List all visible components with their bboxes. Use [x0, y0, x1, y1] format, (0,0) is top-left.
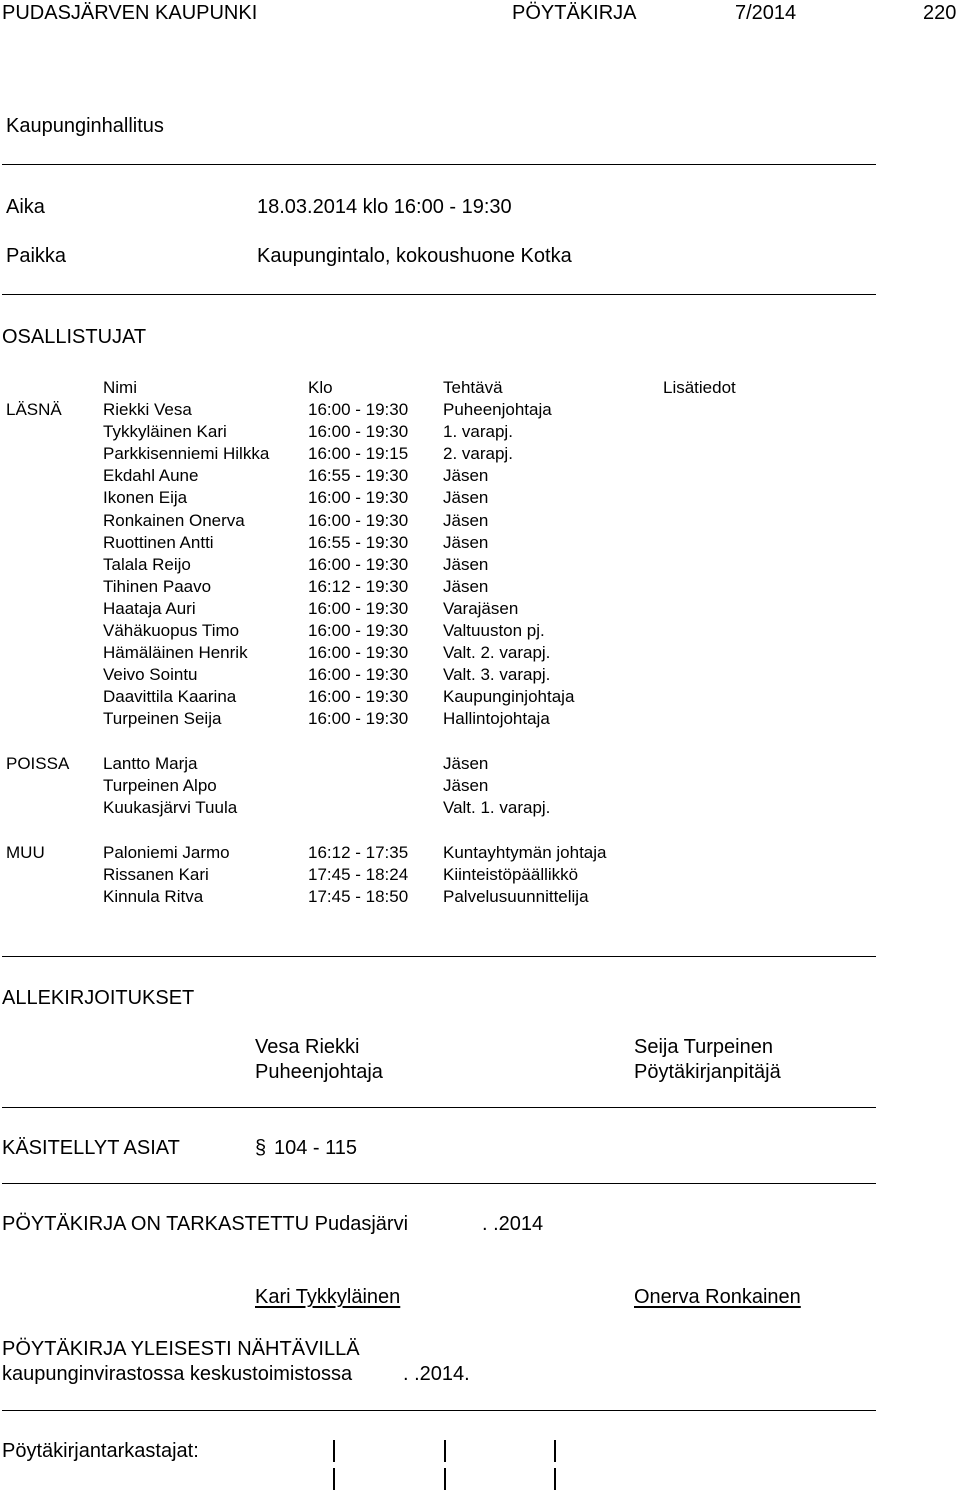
- participant-name: Turpeinen Seija: [103, 709, 222, 729]
- participant-role: Valt. 2. varapj.: [443, 643, 551, 663]
- participant-time: 17:45 - 18:50: [308, 887, 409, 907]
- section-sign: §: [255, 1137, 267, 1159]
- header-doc-type: PÖYTÄKIRJA: [512, 2, 637, 24]
- participant-role: Jäsen: [443, 510, 489, 530]
- participant-name: Lantto Marja: [103, 754, 198, 773]
- participant-name: Riekki Vesa: [103, 400, 192, 419]
- participant-time: 16:00 - 19:30: [308, 709, 409, 729]
- participant-time: 16:00 - 19:30: [308, 554, 409, 574]
- participant-name: Daavittila Kaarina: [103, 687, 237, 707]
- time-label: Aika: [6, 196, 45, 218]
- participant-role: Jäsen: [443, 754, 489, 773]
- secretary-name: Seija Turpeinen: [634, 1036, 773, 1058]
- participant-role: Jäsen: [443, 576, 489, 596]
- signature-mark: [554, 1468, 556, 1490]
- review-date: . .2014: [482, 1213, 544, 1235]
- display-date: . .2014.: [403, 1363, 470, 1385]
- participant-role: Jäsen: [443, 466, 489, 486]
- participants-heading: OSALLISTUJAT: [2, 326, 147, 348]
- absent-label: POISSA: [6, 754, 70, 773]
- secretary-title: Pöytäkirjanpitäjä: [634, 1061, 781, 1083]
- participant-role: Valt. 1. varapj.: [443, 798, 551, 818]
- participant-role: Palvelusuunnittelija: [443, 887, 589, 907]
- participant-role: Kuntayhtymän johtaja: [443, 843, 607, 862]
- participant-time: 16:00 - 19:30: [308, 400, 409, 419]
- participant-time: 16:00 - 19:30: [308, 621, 409, 640]
- participant-role: Jäsen: [443, 532, 489, 552]
- column-header-name: Nimi: [103, 378, 137, 397]
- participant-time: 16:55 - 19:30: [308, 532, 409, 552]
- present-label: LÄSNÄ: [6, 400, 62, 419]
- chair-name: Vesa Riekki: [255, 1036, 360, 1058]
- participant-role: 1. varapj.: [443, 422, 513, 442]
- reviewer-1-name: Kari Tykkyläinen: [255, 1286, 401, 1308]
- signatures-heading: ALLEKIRJOITUKSET: [2, 987, 195, 1009]
- participant-name: Tykkyläinen Kari: [103, 422, 227, 442]
- signature-mark: [444, 1440, 446, 1462]
- divider: [2, 1410, 876, 1411]
- participant-role: Hallintojohtaja: [443, 709, 550, 729]
- participant-name: Paloniemi Jarmo: [103, 843, 230, 862]
- participant-role: Puheenjohtaja: [443, 400, 552, 419]
- items-range: 104 - 115: [274, 1137, 358, 1159]
- participant-name: Kinnula Ritva: [103, 887, 204, 907]
- participant-name: Hämäläinen Henrik: [103, 643, 248, 663]
- participant-name: Ekdahl Aune: [103, 466, 199, 486]
- participant-role: Jäsen: [443, 488, 489, 508]
- participant-time: 16:00 - 19:30: [308, 687, 409, 707]
- divider: [2, 164, 876, 165]
- participant-name: Parkkisenniemi Hilkka: [103, 444, 270, 464]
- participant-time: 16:00 - 19:30: [308, 665, 409, 685]
- review-statement: PÖYTÄKIRJA ON TARKASTETTU Pudasjärvi: [2, 1213, 409, 1235]
- header-page-number: 220: [923, 2, 957, 24]
- participant-name: Veivo Sointu: [103, 665, 198, 685]
- body-name: Kaupunginhallitus: [6, 115, 164, 137]
- other-label: MUU: [6, 843, 45, 862]
- column-header-notes: Lisätiedot: [663, 378, 736, 397]
- participant-role: Varajäsen: [443, 598, 519, 618]
- participant-time: 17:45 - 18:24: [308, 865, 409, 885]
- participant-name: Turpeinen Alpo: [103, 776, 217, 796]
- reviewers-footer-label: Pöytäkirjantarkastajat:: [2, 1440, 199, 1462]
- column-header-time: Klo: [308, 378, 333, 397]
- participant-time: 16:00 - 19:30: [308, 510, 409, 530]
- signature-mark: [333, 1440, 335, 1462]
- display-location: kaupunginvirastossa keskustoimistossa: [2, 1363, 353, 1385]
- participant-name: Tihinen Paavo: [103, 576, 212, 596]
- place-value: Kaupungintalo, kokoushuone Kotka: [257, 245, 572, 267]
- participant-name: Haataja Auri: [103, 598, 196, 618]
- time-value: 18.03.2014 klo 16:00 - 19:30: [257, 196, 512, 218]
- reviewer-2-name: Onerva Ronkainen: [634, 1286, 801, 1308]
- signature-mark: [444, 1468, 446, 1490]
- divider: [2, 1183, 876, 1184]
- display-heading: PÖYTÄKIRJA YLEISESTI NÄHTÄVILLÄ: [2, 1338, 360, 1360]
- chair-title: Puheenjohtaja: [255, 1061, 383, 1083]
- participant-time: 16:00 - 19:30: [308, 488, 409, 508]
- participant-role: Kiinteistöpäällikkö: [443, 865, 579, 885]
- participant-name: Ruottinen Antti: [103, 532, 214, 552]
- participant-time: 16:12 - 19:30: [308, 576, 409, 596]
- participant-name: Ikonen Eija: [103, 488, 188, 508]
- participant-time: 16:55 - 19:30: [308, 466, 409, 486]
- participant-role: Kaupunginjohtaja: [443, 687, 575, 707]
- participant-role: Valtuuston pj.: [443, 621, 545, 640]
- participant-role: Jäsen: [443, 776, 489, 796]
- participant-role: 2. varapj.: [443, 444, 513, 464]
- column-header-role: Tehtävä: [443, 378, 503, 397]
- header-number: 7/2014: [735, 2, 797, 24]
- participant-time: 16:00 - 19:30: [308, 422, 409, 442]
- signature-mark: [554, 1440, 556, 1462]
- divider: [2, 956, 876, 957]
- divider: [2, 1107, 876, 1108]
- participant-role: Jäsen: [443, 554, 489, 574]
- participant-time: 16:12 - 17:35: [308, 843, 409, 862]
- header-organization: PUDASJÄRVEN KAUPUNKI: [2, 2, 258, 24]
- place-label: Paikka: [6, 245, 67, 267]
- participant-name: Ronkainen Onerva: [103, 510, 245, 530]
- participant-time: 16:00 - 19:30: [308, 598, 409, 618]
- participant-name: Vähäkuopus Timo: [103, 621, 240, 640]
- participant-time: 16:00 - 19:30: [308, 643, 409, 663]
- participant-name: Kuukasjärvi Tuula: [103, 798, 238, 818]
- items-label: KÄSITELLYT ASIAT: [2, 1137, 180, 1159]
- participant-time: 16:00 - 19:15: [308, 444, 409, 464]
- signature-mark: [333, 1468, 335, 1490]
- participant-name: Rissanen Kari: [103, 865, 209, 885]
- participant-name: Talala Reijo: [103, 554, 191, 574]
- divider: [2, 294, 876, 295]
- participant-role: Valt. 3. varapj.: [443, 665, 551, 685]
